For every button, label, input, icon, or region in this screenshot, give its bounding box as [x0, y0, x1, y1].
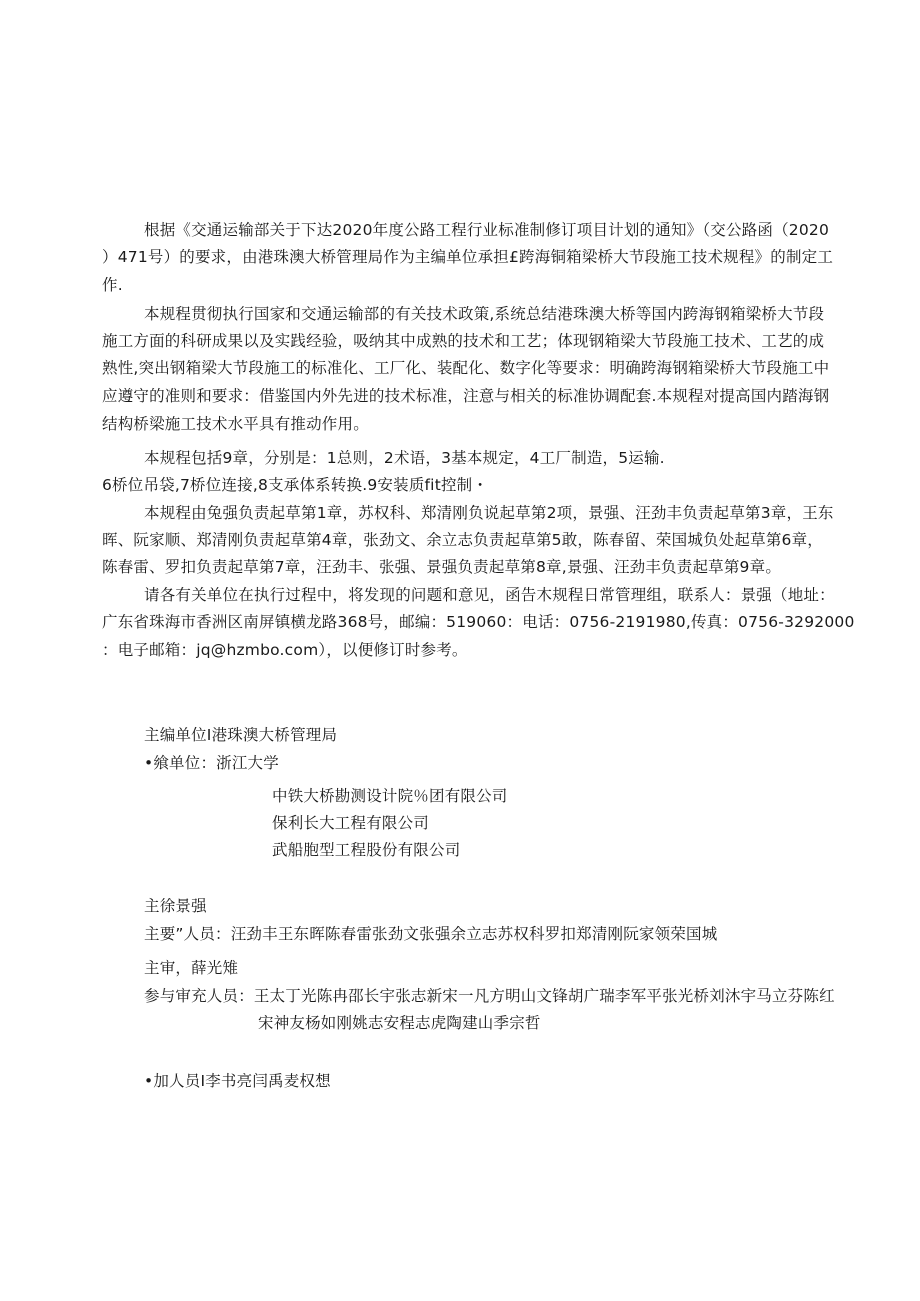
paragraph-4-line-1: 本规程由兔强负责起草第1章，苏权科、郑清刚负说起草第2项，景强、汪劲丰负责起草第3章，王东	[144, 504, 834, 522]
paragraph-1-line-3: 作.	[102, 276, 123, 294]
paragraph-2-line-4: 应遵守的准则和要求：借鉴国内外先进的技术标准，注意与相关的标准协调配套.本规程对提高国内踏海钢	[102, 387, 830, 405]
participating-staff: •加人员I李书亮闫禹麦权想	[144, 1072, 331, 1090]
paragraph-5-line-1: 请各有关单位在执行过程中，将发现的问题和意见，函告木规程日常管理组，联系人：景强（地址：	[144, 586, 835, 604]
paragraph-3-line-2: 6桥位吊袋,7桥位连接,8支承体系转换.9安装质fit控制・	[102, 476, 489, 494]
main-drafting-staff: 主要”人员：汪劲丰王东晖陈春雷张劲文张强余立志苏权科罗扣郑清刚阮家领荣国城	[144, 925, 718, 943]
co-editor-unit-lead: •飨单位：浙江大学	[144, 754, 279, 772]
paragraph-5-line-2: 广东省珠海市香洲区南屏镇横龙路368号，邮编：519060：电话：0756-2191980,传真：0756-3292000	[102, 613, 855, 631]
paragraph-2-line-5: 结构桥梁施工技术水平具有推动作用。	[102, 415, 369, 433]
chief-reviewer: 主审，薛光雉	[144, 959, 239, 977]
chief-editor-unit: 主编单位I港珠澳大桥管理局	[144, 726, 338, 744]
paragraph-4-line-3: 陈春雷、罗扣负责起草第7章，汪劲丰、张强、景强负责起草第8章,景强、汪劲丰负责起草第9章。	[102, 558, 782, 576]
chief-editor: 主徐景强	[144, 897, 207, 915]
paragraph-2-line-2: 施工方面的科研成果以及实践经验，吸纳其中成熟的技术和工艺；体现钢箱梁大节段施工技术、工艺的成	[102, 332, 825, 350]
paragraph-2-line-3: 熟性,突出钢箱梁大节段施工的标准化、工厂化、装配化、数字化等要求：明确跨海钢箱梁桥大节段施工中	[102, 359, 830, 377]
paragraph-3-line-1: 本规程包括9章，分别是：1总则，2术语，3基本规定，4工厂制造，5运输.	[144, 449, 665, 467]
paragraph-4-line-2: 晖、阮家顺、郑清刚负责起草第4章，张劲文、余立志负责起草第5敢，陈春留、荣国城负处起草第6章，	[102, 531, 823, 549]
paragraph-1-line-2: ）471号）的要求，由港珠澳大桥管理局作为主编单位承担£跨海铜箱梁桥大节段施工技术规程》的制定工	[102, 248, 834, 266]
co-editor-unit: 保利长大工程有限公司	[272, 814, 430, 832]
participating-reviewers-line-2: 宋神友杨如刚姚志安程志虎陶建山季宗哲	[258, 1014, 541, 1032]
participating-reviewers-line-1: 参与审充人员：王太丁光陈冉邵长宇张志新宋一凡方明山文锋胡广瑞李军平张光桥刘沐宇马立芬陈红	[144, 987, 835, 1005]
paragraph-1-line-1: 根据《交通运输部关于下达2020年度公路工程行业标准制修订项目计划的通知》（交公路函（2020	[144, 221, 830, 239]
co-editor-unit: 中铁大桥勘测设计院％团有限公司	[272, 787, 508, 805]
paragraph-2-line-1: 本规程贯彻执行国家和交通运输部的有关技术政策,系统总结港珠澳大桥等国内跨海钢箱梁桥大节段	[144, 305, 825, 323]
co-editor-unit: 武船胞型工程股份有限公司	[272, 841, 461, 859]
paragraph-5-line-3: ：电子邮箱：jq@hzmbo.com），以便修订时参考。	[102, 641, 468, 659]
